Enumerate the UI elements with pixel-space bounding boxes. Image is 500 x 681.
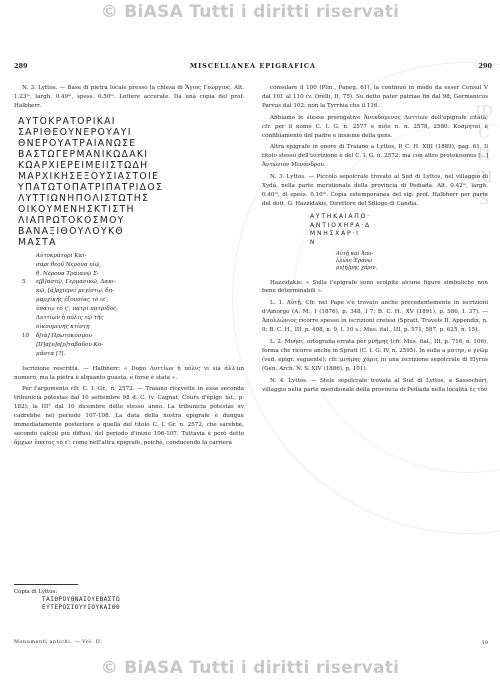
greek-inscription-line: Ν — [310, 239, 317, 247]
paragraph: N. 4. Lyttos. — Stele sepolcrale trovata al Sud di Lyttos, a Sassochóri, villaggio nella parte meridionale della provincia di Pedíada nella località ἐς τὸν — [262, 377, 488, 393]
transliteration-line — [22, 350, 244, 359]
paragraph: Altra epigrafe in onore di Traiano a Lyttos, P. C. H. XIII (1889), pag. 61. Il titolo stesso dell'iscrizione è del C. I. G. n. 2572, ma con altro protokosmos [...] Ἀντώνιον Μενάνδρου. — [262, 144, 488, 169]
paragraph: Hazzidakis: « Sulla l'epigrafe sono scolpite alcune figure simboliche non bene determinabili ». — [262, 279, 488, 295]
paragraph: Abbiamo le stesse prerogative Ἀνεκδόμενος Λυττίων dell'epigrafe citata; cfr. per il nome C. I. G. n. 2577 e note n. n. 2578, 2580. Κοσμηταὶ è confibiamento del padre e insieme della gens. — [262, 114, 488, 139]
paragraph: Per l'argomento cfr. C. I. Gr., n. 2572. — Traiano ricevette in essa seconda tribunicia potestas dal 10 settembre 98 d. C. (v. Cagnat, Cours d'épigr. lat., p. 182); la III° dal 10 dicembre dello stesso anno. La tribunicia potestas xv cadrebbe nel periodo 107-108. La data della nostra epigrafe è dunque immediatamente posteriore a quella del titolo C. I. Gr. n. 2572, che sarebbe, secondo calcoli più diffusi, del periodo d'inizio 106-107. Tuttavia è però detto ἄρχων ὕπατος τὸ ε′; come nell'altra epigrafe, poichè, conducendo la carriera — [14, 386, 244, 446]
line-number: 5 — [22, 279, 26, 286]
line-text: θ̣. Νέρουα Τραιανῷ Σ- — [36, 270, 99, 277]
transliteration-block — [22, 252, 244, 359]
second-commentary — [262, 279, 488, 395]
right-column — [262, 84, 488, 397]
commentary-paragraphs-continued — [262, 84, 488, 170]
commentary-paragraphs — [14, 365, 244, 448]
greek-inscription-line: ΚΩΑΡΧΙΕΡΕΙΜΕΙΙΣΤΩΔΗ — [18, 159, 149, 171]
footnote-rule — [14, 584, 78, 585]
paragraph: L. 1. Αὐτῇ. Cfr. nel Pape s'è trovato anche precedentemente in iscrizioni d'Amorgo (A. M., I (1876), p. 348, I 7; B. C. H., XV (1891), p. 586, I. 37). — Ἀπολλώνιος ricorre spesso in iscrizioni cretesi (Spratt, Travels II, Appendix, n. 9; B. C. H., III, p. 408, n. 9, I. 10 s.; Mus. ital., III, p. 571, 587, p. 625, n. 15). — [262, 300, 488, 334]
transliteration-line — [22, 252, 244, 261]
footnote-greek-2: ΕΥΤΕΡΟΣΙΟΥΥΙΟΥΚΑΙΘΘ — [42, 604, 121, 611]
footnote-label: Copia di Lyttos: — [14, 589, 58, 595]
transliteration-line — [22, 323, 244, 332]
greek-inscription-line: ΑΥΤΗΚΑΙΑΠΟ· — [310, 212, 371, 220]
running-header — [14, 62, 492, 74]
line-text: ε̣[β]αστῷ, Γερμανικῷ, Δακι- — [36, 279, 116, 286]
line-text: Αὐτοκράτορι Καί- — [36, 252, 87, 259]
greek-inscription-line: ΒΑΝΑΞΙΘΟΥΛΟΥΚΘ — [18, 225, 124, 237]
inscription-intro: N. 3. Lyttos. — Base di pietra locale presso la chiesa di Ἅγιος Γεώργιος. Alt. 1.23ᵐ, largh. 0.49ᵐ, spess. 0.50ᵐ. Lettere accurate. Da una copia del prof. Halbherr. — [14, 85, 244, 109]
transliteration-line — [22, 332, 244, 341]
transliteration-line — [22, 314, 244, 323]
line-text: μᾶστα [?]. — [36, 350, 66, 357]
greek-inscription-block — [18, 116, 244, 248]
right-page-number: 290 — [478, 62, 492, 70]
watermark-bottom: © BiASA Tutti i diritti riservati — [100, 658, 400, 678]
greek-inscription-line: ΥΠΑΤΩΤΟΠΑΤΡΙΠΑΤΡΙΔΟΣ — [18, 181, 164, 193]
greek-inscription-line: ΜΝΗΣΧΑΡ·Ι — [310, 230, 360, 238]
seal-lettering: IDCHRIS — [475, 102, 493, 208]
line-text: λλώνι Ἐράνῳ — [336, 258, 373, 265]
footnote — [14, 584, 244, 612]
transliteration-line — [22, 261, 244, 270]
line-text: ὑπάτῳ τὸ ς′, πατρὶ πατρίδος, — [36, 306, 118, 313]
signature-mark: 19 — [481, 640, 488, 646]
transliteration-line — [22, 305, 244, 314]
transliteration-line — [22, 287, 244, 296]
paragraph: consolare il 100 (Plin., Paneg. 61), la continuò in modo da esser Consul V dal 101 al 110 (v. Orelli, II, 75). Su detto pater patriae fin dal 98; Germanicus Parvus dal 102; non la Tyrrhia che il 116. — [262, 85, 488, 109]
watermark-top: © BiASA Tutti i diritti riservati — [100, 2, 400, 22]
transliteration-line — [22, 341, 244, 350]
greek-inscription-line: ΒΑΣΤΩΓΕΡΜΑΝΙΚΩΔΑΚΙ — [18, 148, 149, 160]
second-transliteration — [322, 251, 488, 273]
line-text: μαρχικῆς ἐξουσίας τὸ ιε′, — [36, 297, 109, 304]
greek-inscription-line: ΣΑΡΙΘΕΟΥΝΕΡΟΥΑΥΙ — [18, 126, 132, 138]
page-footer: Monumenti antichi. — Vol. II. — [14, 640, 103, 645]
left-column — [14, 84, 244, 451]
greek-inscription-line: ΘΝΕΡΟΥΑΤΡΑΙΑΝΩΣΕ — [18, 137, 137, 149]
line-text: σαρι θεοῦ Νερούα υἱῷ, — [36, 261, 102, 268]
paragraph: Iscrizione rescritta. — Halbherr: « Dopo Λυττίων ἡ πόλις vi sia ἀλλ'un numero, ma la pietra è alquanto guasta, e forse è stata ». — [14, 365, 244, 381]
line-text: Λυττίων ἡ πόλις τῷ τῆς — [36, 315, 104, 322]
paragraph: N. 3. Lyttos. — Piccolo sepolcrale trovato al Sud di Lyttos, nel villaggio di Xydá, nella parte meridionale della provincia di Pedíada. Alt. 0.42ᵐ, largh. 0.40ᵐ, di spess. 0.10ᵐ. Copia estemporanea del sig. prof. Halbherr per parte del dott. G. Hazzidakis, Direttore del Sillogo di Candia. — [262, 174, 488, 207]
line-text: κῷ, [ἀ]ρχιερεῖ μεγίστῳ, δη- — [36, 288, 114, 295]
running-title: MISCELLANEA EPIGRAFICA — [189, 62, 317, 70]
paragraph: L. 2. Μυήσι, ortografia errata per μνῆμης (cfr. Mus. ital., III, p. 716, n. 106), forma che ricorre anche in Spratt (C. I. G. IV, n. 2595). In sulla a ματην, e γνῶμ (ved. epigr. seguente); cfr. μνήμης χάρις in una iscrizione sepolcrale di Elyrus (Gen. Arch. N. S. XIV (1886), p. 101). — [262, 339, 488, 372]
second-inscription-intro — [262, 173, 488, 209]
greek-inscription-line: ΟΙΚΟΥΜΕΝΗΣΚΤΙΣΤΗ — [18, 203, 135, 215]
greek-inscription-line: ΑΥΤΟΚΡΑΤΟΡΙΚΑΙ — [18, 115, 116, 127]
transliteration-line — [22, 270, 244, 279]
line-text: Αὐτῇ καὶ Ἀπο- — [336, 250, 374, 257]
greek-inscription-line: ΜΑΣΤΑ — [18, 236, 57, 248]
line-text: οἰκουμένης κτίστῃ — [36, 323, 90, 330]
transliteration-line — [22, 278, 244, 287]
line-number: 10 — [22, 332, 30, 339]
greek-inscription-line: ΛΥΤΤΙΩΝΗΠΟΛΙΣΤΩΤΗΣ — [18, 192, 150, 204]
footnote-greek-1: ΤΑΙΘΡΟΥΘΝΑΙΟΥΕΒΑΣΤΩ — [42, 596, 121, 603]
transliteration-line — [322, 265, 488, 272]
line-text: μν[ή]μης χάριν. — [336, 265, 378, 272]
greek-inscription-line: ΑΝΤΙΟΧΗΡΑ·Δ — [310, 221, 371, 229]
transliteration-line — [22, 296, 244, 305]
line-text: [Π]α[ν]ο[ρ]ταβάδου Κο- — [36, 341, 104, 348]
second-greek-inscription — [310, 213, 488, 248]
line-text: δ[ιὰ] Πρωτοκόσμου — [36, 332, 92, 339]
left-page-number: 289 — [14, 62, 28, 70]
greek-inscription-line: ΛΙΑΠΡΩΤΟΚΟΣΜΟΥ — [18, 214, 125, 226]
greek-inscription-line: ΜΑΡΧΙΚΗΣΕΞΟΥΣΙΑΣΤΟΙΕ — [18, 170, 160, 182]
document-page — [14, 62, 492, 656]
